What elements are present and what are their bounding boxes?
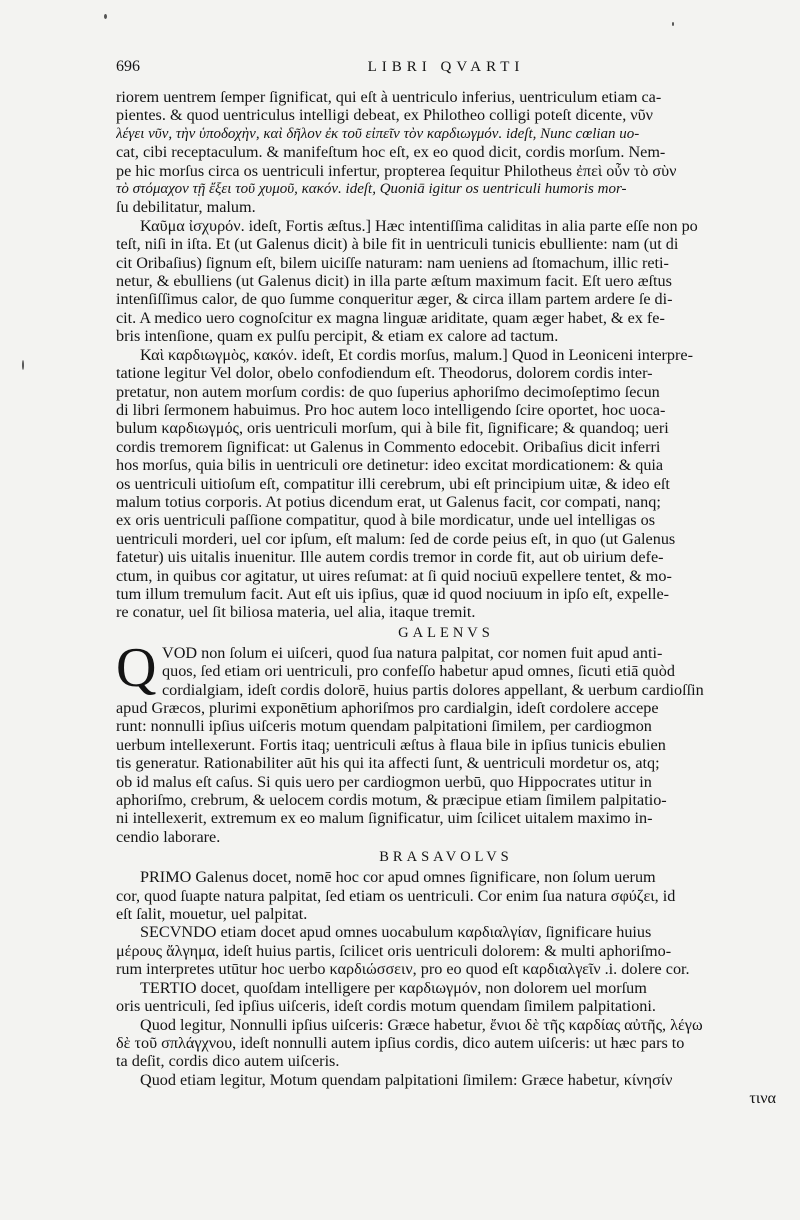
text-line: riorem uentrem ſemper ſignificat, qui eſt à uentriculo inferius, uentriculum etiam ca- — [116, 88, 662, 106]
text-line: teſt, niſi in iſta. Et (ut Galenus dicit) à bile fit in uentriculi tunicis ebulliente: nam (ut di — [116, 235, 679, 254]
page-header — [116, 58, 776, 84]
text-line: quos, ſed etiam ori uentriculi, pro confeſſo habetur apud omnes, ſicuti etiā quòd — [162, 662, 675, 681]
text-line: tatione legitur Vel dolor, obelo confodiendum eſt. Theodorus, dolorem cordis inter- — [116, 364, 653, 383]
text-line: hos morſus, quia bilis in uentriculi ore detinetur: ideo excitat mordicationem: & quia — [116, 456, 664, 475]
paragraph-1 — [116, 88, 776, 217]
text-line: bulum καρδιωγμός, oris uentriculi morſum, qui à bile fit, ſignificare; & quandoq; ueri — [116, 419, 669, 438]
text-line: eſt ſalit, mouetur, uel palpitat. — [116, 905, 308, 924]
paragraph-2 — [116, 217, 776, 346]
text-line: fatetur) uis uitalis inuenitur. Ille autem cordis tremor in corde fit, aut ob uirium defe- — [116, 548, 664, 567]
text-line: cit Oribaſius) ſignum eſt, bilem uiciſſe naturam: nam ueniens ad ſtomachum, illic reti- — [116, 253, 669, 272]
page-number: 696 — [116, 58, 140, 75]
text-line: cor, quod ſuapte natura palpitat, ſed etiam os uentriculi. Cor enim ſua natura σφύζει, id — [116, 886, 676, 905]
text-line: Καὶ καρδιωγμὸς, κακόν. ideſt, Et cordis morſus, malum.] Quod in Leoniceni interpre- — [140, 345, 693, 364]
paragraph-3 — [116, 346, 776, 622]
drop-cap: Q — [116, 636, 157, 699]
galenus-paragraph — [116, 636, 776, 846]
text-line: PRIMO Galenus docet, nomē hoc cor apud omnes ſignificare, non ſolum uerum — [140, 868, 656, 887]
text-line: cat, cibi receptaculum. & manifeſtum hoc eſt, ex eo quod dicit, cordis morſum. Nem- — [116, 143, 666, 162]
text-line: uentriculi morderi, uel cor ipſum, eſt malum: ſed de corde peius eſt, in quo (ut Galenus — [116, 529, 676, 548]
text-line: tis generatur. Rationabiliter aūt his qui ita affecti ſunt, & uentriculi mordetur os, atq; — [116, 754, 660, 773]
text-line: VOD non ſolum ei uiſceri, quod ſua natura palpitat, cor nomen fuit apud anti- — [162, 643, 663, 662]
text-line: di libri ſermonem habuimus. Pro hoc autem loco intelligendo ſcire oportet, hoc uoca- — [116, 400, 666, 419]
text-line: ni intellexerit, extremum ex eo malum ſignificatur, uim ſcilicet uitalem maximo in- — [116, 809, 653, 828]
text-line: pretatur, non autem morſum cordis: de quo ſuperius aphoriſmo decimoſeptimo ſecun — [116, 382, 660, 401]
text-line: pientes. & quod uentriculus intelligi debeat, ex Philotheo colligi poteſt dicente, νῦν — [116, 106, 653, 125]
text-line: oris uentriculi, ſed ipſius uiſceris, ideſt cordis motum quendam ſimilem palpitationi. — [116, 997, 656, 1016]
text-line: δὲ τοῦ σπλάγχνου, ideſt nonnulli autem ipſius cordis, dico autem uiſceris: ut hæc pars to — [116, 1033, 685, 1052]
text-line: cordis tremorem ſignificat: ut Galenus in Commento edocebit. Oribaſius dicit inferri — [116, 437, 661, 456]
text-line: netur, & ebulliens (ut Galenus dicit) in illa parte æſtum maximum facit. Eſt uero æſtus — [116, 272, 672, 291]
text-line: TERTIO docet, quoſdam intelligere per καρδιωγμόν, non dolorem uel morſum — [140, 978, 647, 997]
text-line: μέρους ἄλγημα, ideſt huius partis, ſcilicet oris uentriculi dolorem: & multi aphoriſmo- — [116, 941, 672, 960]
text-line: Quod etiam legitur, Motum quendam palpitationi ſimilem: Græce habetur, κίνησίν — [140, 1070, 673, 1089]
text-line: pe hic morſus circa os uentriculi infertur, propterea ſequitur Philotheus ἐπεὶ οὖν τὸ σὺν — [116, 161, 677, 180]
text-line: ctum, in quibus cor agitatur, ut uires reſumat: at ſi quid nociuū expellere tentet, & mo- — [116, 566, 672, 585]
text-line: apud Græcos, plurimi exponētium aphoriſmos pro cardialgin, ideſt cordolere accepe — [116, 699, 659, 717]
text-line: malum totius corporis. At potius dicendum erat, ut Galenus facit, cor compati, nanq; — [116, 492, 661, 511]
page-text — [116, 58, 776, 1108]
brasavolus-paragraphs — [116, 868, 776, 1107]
section-heading-galenus: GALENVS — [398, 624, 494, 641]
text-line: λέγει νῦν, τὴν ὑποδοχὴν, καὶ δῆλον ἐκ τοῦ εἰπεῖν τὸν καρδιωγμόν. ideſt, Nunc cœlian uo- — [116, 125, 640, 142]
paper-speck — [22, 360, 24, 370]
text-line: os uentriculi uitioſum eſt, compatitur illi cerebrum, ubi eſt principium uitæ, & ideo eſt — [116, 474, 670, 493]
text-line: intenſiſſimus calor, de quo ſumme conqueritur æger, & circa illam partem ardere ſe di- — [116, 290, 673, 309]
text-line: cendio laborare. — [116, 827, 221, 846]
text-line: ta deſit, cordis dico autem uiſceris. — [116, 1052, 340, 1071]
text-line: ſu debilitatur, malum. — [116, 198, 256, 217]
text-line: SECVNDO etiam docet apud omnes uocabulum καρδιαλγίαν, ſignificare huius — [140, 923, 652, 942]
text-line: Καῦμα ἰσχυρόν. ideſt, Fortis æſtus.] Hæc intentiſſima caliditas in alia parte eſſe non po — [140, 216, 698, 235]
paper-speck — [672, 22, 674, 26]
text-line: tum illum tremulum facit. Aut eſt uis ipſius, quæ id quod nociuum in ipſo eſt, expelle- — [116, 584, 670, 603]
text-line: rum interpretes utūtur hoc uerbo καρδιώσσειν, pro eo quod eſt καρδιαλγεῖν .i. dolere cor. — [116, 960, 690, 979]
text-line: ex oris uentriculi paſſione compatitur, quod à bile mordicatur, unde uel intelligas os — [116, 511, 656, 530]
text-line: runt: nonnulli ipſius uiſceris motum quendam palpitationi ſimilem, per cardiogmon — [116, 717, 652, 736]
text-line: re conatur, uel ſit biliosa materia, uel alia, itaque tremit. — [116, 603, 476, 622]
catchword: τινα — [749, 1089, 776, 1108]
text-line: cit. A medico uero cognoſcitur ex magna linguæ ariditate, quam æger habet, & ex fe- — [116, 308, 665, 327]
text-line: bris intenſione, quam ex pulſu percipit, & etiam ex calore ad tactum. — [116, 327, 559, 346]
running-head: LIBRI QVARTI — [367, 59, 525, 75]
section-heading-brasavolus: BRASAVOLVS — [379, 849, 513, 866]
text-line: cordialgiam, ideſt cordis dolorē, huius partis dolores appellant, & uerbum cardioſſin — [162, 680, 704, 699]
text-line: τὸ στόμαχον τῇ ἔξει τοῦ χυμοῦ, κακόν. ideſt, Quoniā igitur os uentriculi humoris mor- — [116, 181, 627, 198]
text-line: ob id malus eſt caſus. Si quis uero per cardiogmon uerbū, quo Hippocrates utitur in — [116, 772, 652, 791]
text-line: Quod legitur, Nonnulli ipſius uiſceris: Græce habetur, ἔνιοι δὲ τῆς καρδίας αὐτῆς, λέγω — [140, 1015, 703, 1034]
text-line: uerbum intellexerunt. Fortis itaq; uentriculi æſtus à flaua bile in ipſius tunicis ebulien — [116, 735, 666, 754]
text-line: aphoriſmo, crebrum, & uelocem cordis motum, & præcipue etiam ſimilem palpitatio- — [116, 791, 667, 810]
paper-speck — [104, 14, 107, 19]
